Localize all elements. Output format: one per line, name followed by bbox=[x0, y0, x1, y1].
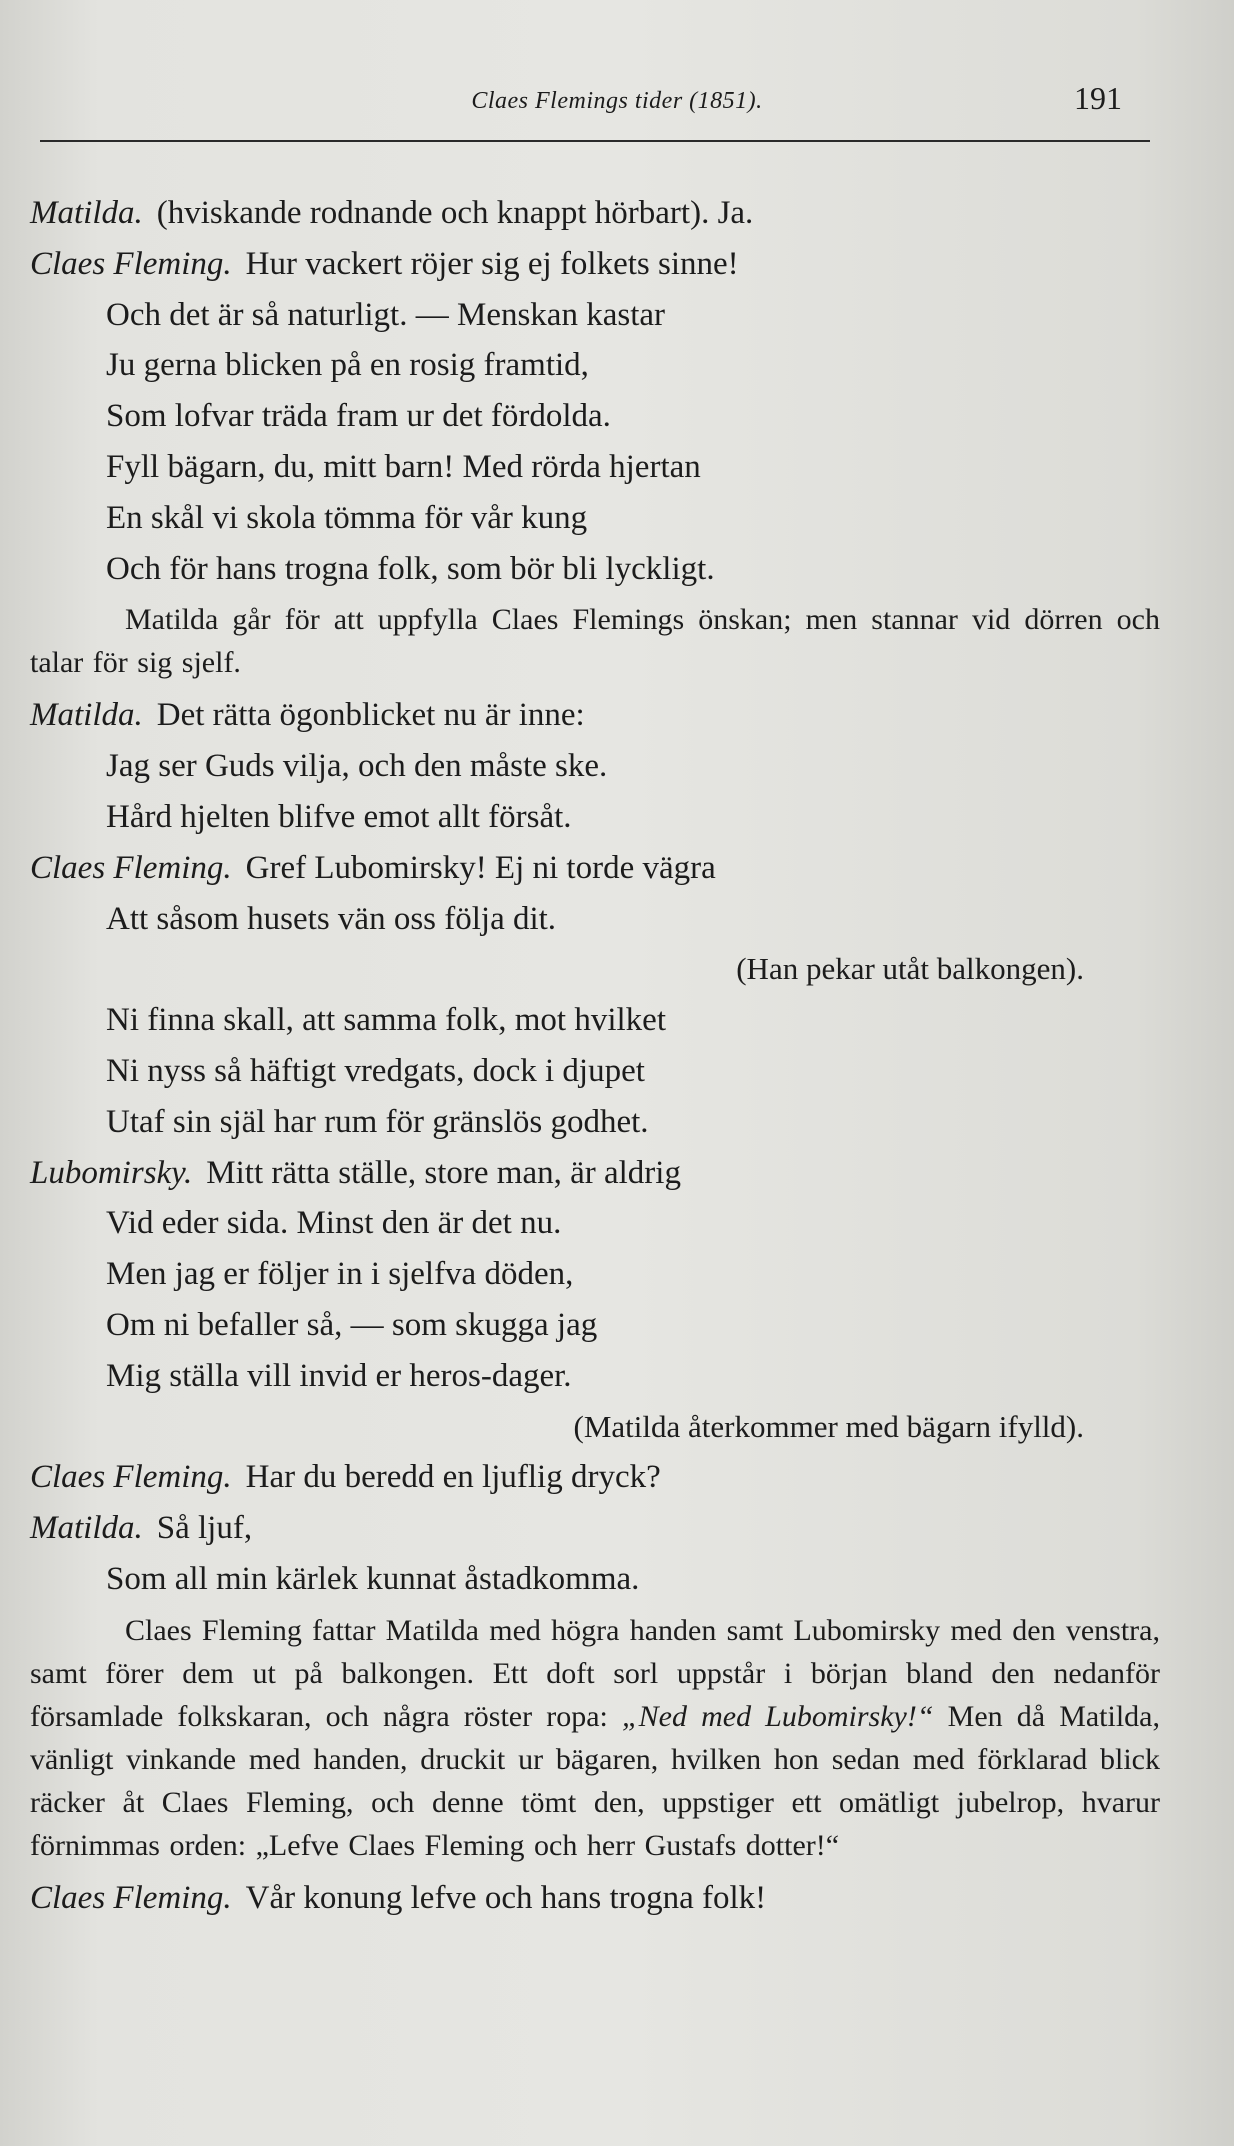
running-title: Claes Flemings tider (1851). bbox=[471, 88, 763, 114]
dialogue-line bbox=[30, 690, 1160, 741]
direction-text: Men då Matilda, vänligt vinkande med handen, druckit ur bägaren, hvilken hon sedan med förklarad blick räcker åt Claes Fleming, och denne tömt den, uppstiger ett omätligt jubelrop, hvarur förnimmas orden: „Lefve Claes Fleming och herr Gustafs dotter!“ bbox=[30, 1699, 1160, 1862]
verse-line: Att såsom husets vän oss följa dit. bbox=[106, 900, 557, 937]
speaker-name: Matilda. bbox=[30, 195, 143, 231]
verse-line: Hård hjelten blifve emot allt försåt. bbox=[106, 798, 572, 835]
verse-line: Som lofvar träda fram ur det fördolda. bbox=[106, 398, 611, 435]
verse-text: Så ljuf, bbox=[156, 1510, 253, 1547]
dialogue-line bbox=[30, 1873, 1160, 1924]
speaker-name: Claes Fleming. bbox=[30, 245, 232, 282]
verse-line: Mig ställa vill invid er heros-dager. bbox=[106, 1357, 572, 1394]
speaker-name: Claes Fleming. bbox=[30, 1459, 232, 1496]
verse-line: En skål vi skola tömma för vår kung bbox=[106, 499, 588, 536]
inline-stage-direction: (Han pekar utåt balkongen). bbox=[736, 951, 1084, 987]
header-rule bbox=[40, 140, 1150, 142]
page-header bbox=[0, 80, 1234, 130]
verse-line: Men jag er följer in i sjelfva döden, bbox=[106, 1256, 574, 1293]
speaker-name: Claes Fleming. bbox=[30, 849, 232, 886]
verse-line: Och för hans trogna folk, som bör bli lyckligt. bbox=[106, 550, 715, 587]
speaker-name: Lubomirsky. bbox=[30, 1154, 193, 1191]
dialogue-line bbox=[30, 188, 1160, 239]
verse-line: Och det är så naturligt. — Menskan kastar bbox=[106, 296, 666, 333]
speaker-name: Matilda. bbox=[30, 1510, 143, 1547]
dialogue-line bbox=[30, 1452, 1160, 1503]
verse-text: Har du beredd en ljuflig dryck? bbox=[245, 1459, 661, 1496]
verse-text: Hur vackert röjer sig ej folkets sinne! bbox=[245, 245, 739, 282]
verse-line: Ni nyss så häftigt vredgats, dock i djupet bbox=[106, 1052, 645, 1089]
verse-text: Gref Lubomirsky! Ej ni torde vägra bbox=[245, 849, 716, 886]
dialogue-line bbox=[30, 1148, 1160, 1199]
dialogue-line bbox=[30, 1503, 1160, 1554]
verse-line: Utaf sin själ har rum för gränslös godhet. bbox=[106, 1103, 649, 1140]
verse-line: Som all min kärlek kunnat åstadkomma. bbox=[106, 1560, 640, 1597]
stage-direction bbox=[30, 1609, 1160, 1867]
verse-text: Mitt rätta ställe, store man, är aldrig bbox=[206, 1154, 681, 1191]
crowd-shout: „Ned med Lubomirsky!“ bbox=[621, 1699, 934, 1733]
verse-line: Jag ser Guds vilja, och den måste ske. bbox=[106, 748, 608, 785]
verse-line: Om ni befaller så, — som skugga jag bbox=[106, 1306, 598, 1343]
dialogue-line bbox=[30, 239, 1160, 290]
speaker-name: Claes Fleming. bbox=[30, 1879, 232, 1916]
verse-line: Vid eder sida. Minst den är det nu. bbox=[106, 1205, 562, 1242]
inline-stage-direction: (Matilda återkommer med bägarn ifylld). bbox=[573, 1408, 1084, 1444]
dialogue-line bbox=[30, 843, 1160, 894]
direction-text: Claes Fleming fattar Matilda med högra handen samt Lubomirsky med den venstra, samt förer dem ut på balkongen. Ett doft sorl uppstår i början bland den nedanför församlade folkskaran, och några röster ropa: bbox=[30, 1613, 1160, 1733]
page-number: 191 bbox=[1074, 80, 1122, 116]
stage-direction: Matilda går för att uppfylla Claes Flemings önskan; men stannar vid dörren och talar för sig sjelf. bbox=[30, 603, 1160, 680]
verse-text: (hviskande rodnande och knappt hörbart). Ja. bbox=[156, 195, 754, 231]
verse-line: Fyll bägarn, du, mitt barn! Med rörda hjertan bbox=[106, 448, 701, 485]
play-text bbox=[30, 188, 1160, 1924]
verse-text: Vår konung lefve och hans trogna folk! bbox=[245, 1879, 767, 1916]
verse-text: Det rätta ögonblicket nu är inne: bbox=[156, 697, 585, 734]
verse-line: Ni finna skall, att samma folk, mot hvilket bbox=[106, 1002, 666, 1039]
verse-line: Ju gerna blicken på en rosig framtid, bbox=[106, 347, 589, 384]
speaker-name: Matilda. bbox=[30, 697, 143, 734]
